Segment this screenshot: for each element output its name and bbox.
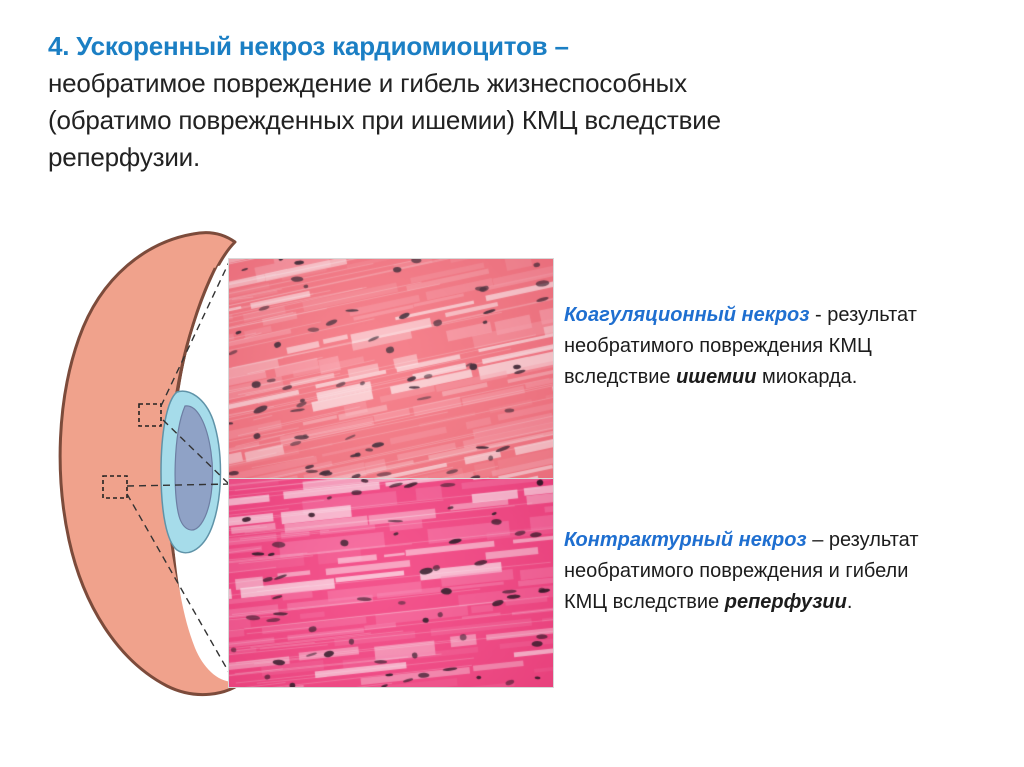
micrograph-bottom-canvas [229,479,553,687]
caption-coagulative-necrosis [564,300,984,393]
caption-bottom-line2: необратимого повреждения и гибели [564,560,909,582]
title-line-3: (обратимо поврежденных при ишемии) КМЦ вследствие [48,105,721,135]
micrograph-contraction-band-necrosis [228,478,554,688]
title-line-4: реперфузии. [48,142,201,172]
caption-bottom-line3-after: . [846,591,853,613]
micrograph-coagulative-necrosis [228,258,554,480]
caption-top-line2: необратимого повреждения КМЦ [564,335,872,357]
caption-top-line3-before: вследствие [564,366,677,388]
caption-bottom-after-term: – результат [806,529,919,551]
caption-contraction-band-necrosis [564,525,984,618]
caption-top-line3-emph: ишемии [676,366,757,388]
caption-bottom-line3-emph: реперфузии [724,591,847,613]
title-line-1: 4. Ускоренный некроз кардиомиоцитов – [48,31,569,61]
title-line-2: необратимое повреждение и гибель жизнеспособных [48,68,687,98]
caption-bottom-term: Контрактурный некроз [564,529,807,551]
caption-bottom-line3-before: КМЦ вследствие [564,591,725,613]
page-title [48,28,948,176]
caption-top-line3-after: миокарда. [756,366,858,388]
micrograph-top-canvas [229,259,553,479]
caption-top-term: Коагуляционный некроз [564,304,810,326]
caption-top-after-term: - результат [809,304,917,326]
